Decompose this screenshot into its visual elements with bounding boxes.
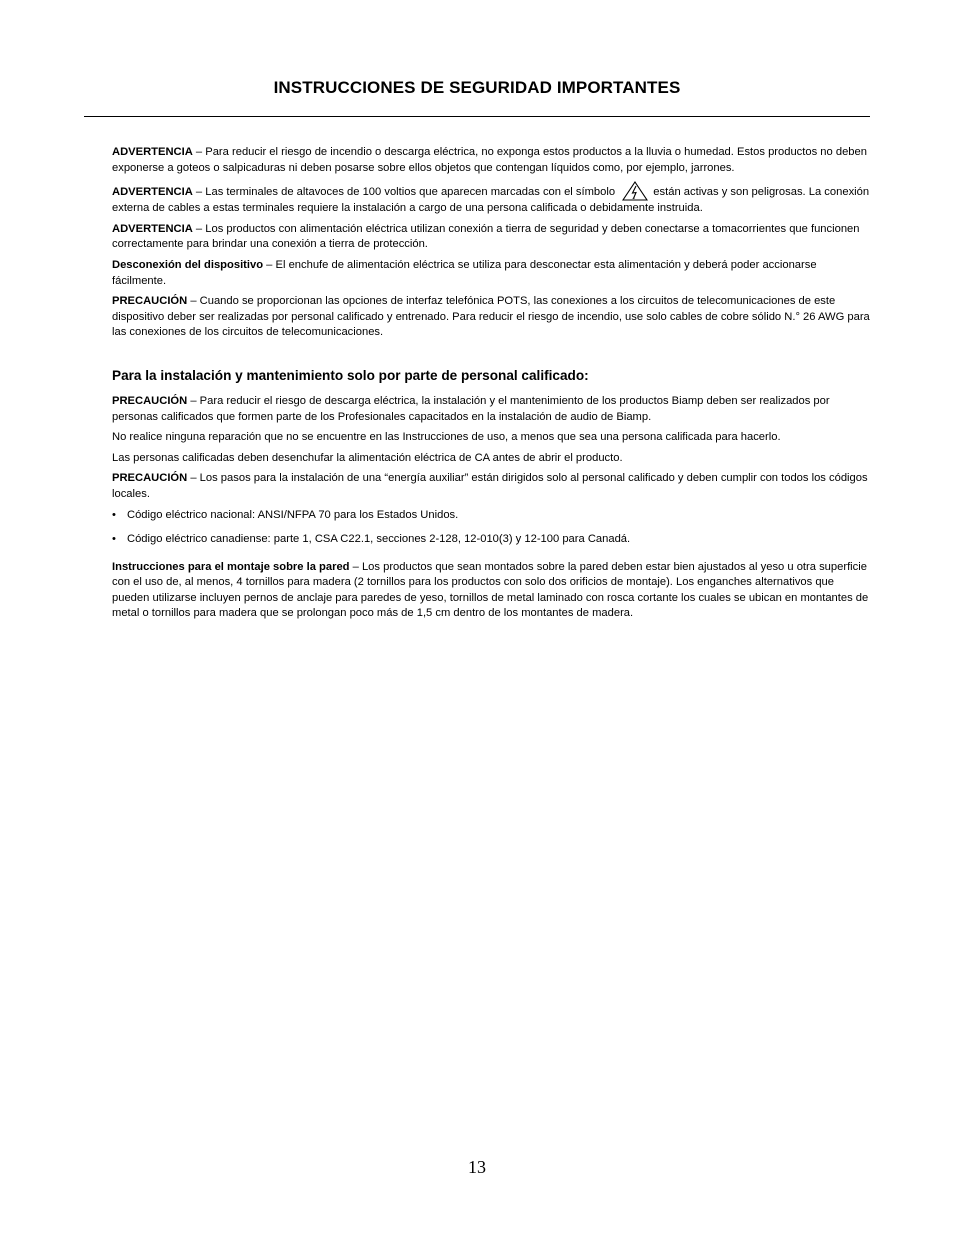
warning-paragraph-rain: [112, 145, 870, 176]
unplug-paragraph: Las personas calificadas deben desenchufar la alimentación eléctrica de CA antes de abrir el producto.: [112, 451, 623, 464]
caution-paragraph-auxiliary-power: [112, 471, 870, 502]
page-title: INSTRUCCIONES DE SEGURIDAD IMPORTANTES: [273, 78, 681, 97]
paragraph-text: están activas y son peligrosas. La conexión externa de cables a estas terminales requiere la instalación a cargo de una persona calificada o debidamente instruida.: [112, 186, 870, 215]
page-number: 13: [468, 1157, 486, 1177]
caution-paragraph-pots: [112, 294, 870, 341]
bullet-item: [112, 532, 870, 548]
section-subheading: Para la instalación y mantenimiento solo por parte de personal calificado:: [112, 367, 589, 383]
disconnect-paragraph: [112, 258, 870, 289]
bullet-glyph: •: [112, 508, 116, 521]
paragraph-text: – El enchufe de alimentación eléctrica se utiliza para desconectar esta alimentación y deberá poder accionarse fácilmente.: [112, 258, 817, 287]
paragraph-text: – Los productos que sean montados sobre la pared deben estar bien ajustados al yeso u otra superficie con el uso de, al menos, 4 tornillos para madera (2 tornillos para los productos con solo dos orificios de montaje). Los enganches alternativos que pueden utilizarse incluyen pernos de anclaje para paredes de yeso, tornillos de metal laminado con rosca cortante los cuales se ubican en montantes de metal o tornillos para madera que se prolongan poco más de 1,5 cm dentro de los montantes de madera.: [112, 560, 869, 620]
paragraph-text: – Las terminales de altavoces de 100 voltios que aparecen marcadas con el símbolo: [192, 186, 619, 199]
paragraph-text: – Para reducir el riesgo de incendio o descarga eléctrica, no exponga estos productos a la lluvia o humedad. Estos productos no deben exponerse a goteos o salpicaduras ni deben posarse sobre ellos objetos que contengan líquidos como, por ejemplo, jarrones.: [112, 146, 867, 174]
bullet-item: [112, 508, 870, 524]
bullet-glyph: •: [112, 533, 116, 546]
paragraph-lead: PRECAUCIÓN: [112, 472, 188, 485]
paragraph-lead: ADVERTENCIA: [112, 186, 193, 199]
paragraph-lead: ADVERTENCIA: [112, 222, 193, 235]
repair-paragraph: No realice ninguna reparación que no se encuentre en las Instrucciones de uso, a menos que sea una persona calificada para hacerlo.: [112, 431, 781, 444]
bullet-text: Código eléctrico nacional: ANSI/NFPA 70 para los Estados Unidos.: [127, 508, 459, 521]
warning-paragraph-speaker-terminals: [112, 181, 870, 217]
paragraph-text: – Los pasos para la instalación de una “energía auxiliar” están dirigidos solo al personal calificado y deben cumplir con todos los códigos locales.: [112, 472, 868, 500]
paragraph-text: – Para reducir el riesgo de descarga eléctrica, la instalación y el mantenimiento de los productos Biamp deben ser realizados por personas calificados que formen parte de los Profesionales capacitados en la instalación de audio de Biamp.: [112, 394, 830, 423]
warning-paragraph-grounding: [112, 222, 870, 253]
paragraph-lead: PRECAUCIÓN: [112, 394, 188, 407]
caution-paragraph-installation: [112, 394, 870, 425]
wall-mount-paragraph: [112, 560, 870, 622]
paragraph-lead: ADVERTENCIA: [112, 146, 193, 158]
paragraph-text: – Los productos con alimentación eléctrica utilizan conexión a tierra de seguridad y deben conectarse a tomacorrientes que funcionen correctamente para brindar una conexión a tierra de protección.: [112, 222, 860, 251]
high-voltage-warning-icon: [622, 181, 648, 201]
paragraph-lead: Desconexión del dispositivo: [112, 258, 264, 271]
paragraph-lead: PRECAUCIÓN: [112, 295, 188, 308]
title-divider: [84, 116, 870, 117]
bullet-text: Código eléctrico canadiense: parte 1, CSA C22.1, secciones 2-128, 12-010(3) y 12-100 para Canadá.: [127, 533, 631, 546]
page-content: [112, 145, 870, 627]
paragraph-text: – Cuando se proporcionan las opciones de interfaz telefónica POTS, las conexiones a los circuitos de telecomunicaciones de este dispositivo deber ser realizadas por personal calificado y entrenado. Para reducir el riesgo de incendio, use solo cables de cobre sólido N.° 26 AWG para las conexiones de los circuitos de telecomunicaciones.: [112, 295, 870, 339]
paragraph-lead: Instrucciones para el montaje sobre la pared: [112, 560, 350, 573]
